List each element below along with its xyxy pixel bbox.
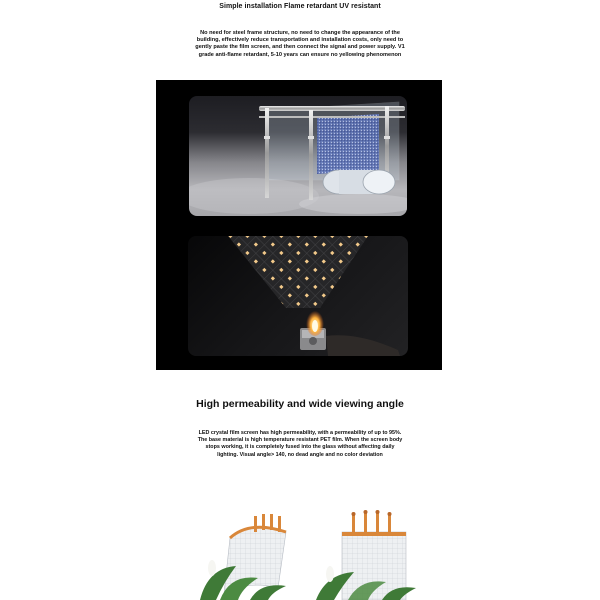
section2-line-3: stops working, it is completely fused into the glass without affecting daily [205,444,395,451]
glass-railing-illustration [189,96,407,216]
flame-test-illustration [188,236,408,356]
section1-paragraph [180,30,420,59]
curled-film-photo [190,508,300,600]
section1-line-4: grade anti-flame retardant, 5-10 years can ensure no yellowing phenomenon [198,51,402,58]
section1-title: Simple installation Flame retardant UV resistant [219,3,381,10]
curled-film-illustration [190,508,300,600]
flat-film-illustration [312,508,422,600]
flame-test-photo [188,236,408,356]
led-film [317,114,379,174]
section2-line-1: LED crystal film screen has high permeability, with a permeability of up to 95%. [198,430,402,436]
section1-line-2: building, effectively reduce transportation and installation costs, only need to [196,37,404,44]
section2-line-2: The base material is high temperature resistant PET film. When the screen body [197,437,403,444]
led-film-sheet [228,236,368,308]
section2-line-4: lighting. Visual angle> 140, no dead angle and no color deviation [217,451,383,458]
flat-film-photo [312,508,422,600]
section2-title: High permeability and wide viewing angle [196,398,404,410]
section1-line-3: gently paste the film screen, and then connect the signal and power supply. V1 [195,44,405,51]
glass-railing-photo [189,96,407,216]
section2-paragraph [173,430,427,459]
section1-line-1: No need for steel frame structure, no need to change the appearance of the [200,30,400,36]
